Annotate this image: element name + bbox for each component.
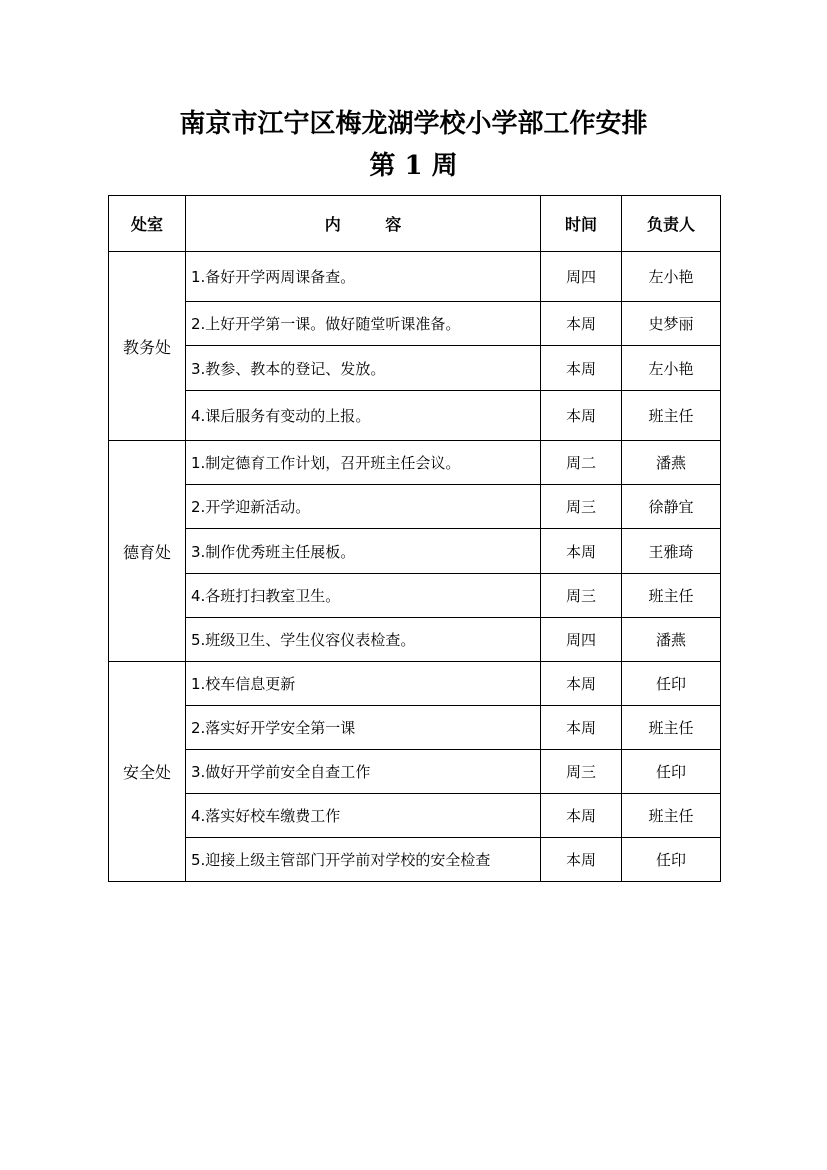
person-cell: 班主任 xyxy=(622,706,721,750)
person-cell: 任印 xyxy=(622,838,721,882)
time-cell: 本周 xyxy=(541,529,622,574)
time-cell: 本周 xyxy=(541,662,622,706)
table-row xyxy=(109,750,721,794)
person-cell: 班主任 xyxy=(622,391,721,441)
week-label: 第 1 周 xyxy=(369,151,458,181)
dept-cell-moral: 德育处 xyxy=(109,441,186,662)
content-cell: 4.各班打扫教室卫生。 xyxy=(186,574,541,618)
table-row xyxy=(109,794,721,838)
table-row xyxy=(109,441,721,485)
person-cell: 王雅琦 xyxy=(622,529,721,574)
content-cell: 1.校车信息更新 xyxy=(186,662,541,706)
table-row xyxy=(109,618,721,662)
time-cell: 周二 xyxy=(541,441,622,485)
person-cell: 班主任 xyxy=(622,794,721,838)
table-row xyxy=(109,838,721,882)
time-cell: 本周 xyxy=(541,794,622,838)
time-cell: 周四 xyxy=(541,252,622,302)
header-dept: 处室 xyxy=(109,196,186,252)
content-cell: 3.做好开学前安全自查工作 xyxy=(186,750,541,794)
time-cell: 本周 xyxy=(541,706,622,750)
person-cell: 潘燕 xyxy=(622,618,721,662)
content-cell: 2.落实好开学安全第一课 xyxy=(186,706,541,750)
person-cell: 潘燕 xyxy=(622,441,721,485)
content-cell: 1.备好开学两周课备查。 xyxy=(186,252,541,302)
time-cell: 周四 xyxy=(541,618,622,662)
table-row xyxy=(109,485,721,529)
table-row xyxy=(109,574,721,618)
person-cell: 左小艳 xyxy=(622,252,721,302)
content-cell: 2.上好开学第一课。做好随堂听课准备。 xyxy=(186,302,541,346)
time-cell: 本周 xyxy=(541,302,622,346)
content-cell: 3.教参、教本的登记、发放。 xyxy=(186,346,541,391)
time-cell: 周三 xyxy=(541,574,622,618)
content-cell: 3.制作优秀班主任展板。 xyxy=(186,529,541,574)
person-cell: 任印 xyxy=(622,662,721,706)
content-cell: 2.开学迎新活动。 xyxy=(186,485,541,529)
table-row xyxy=(109,346,721,391)
header-row xyxy=(109,196,721,252)
person-cell: 班主任 xyxy=(622,574,721,618)
table-row xyxy=(109,662,721,706)
table-row xyxy=(109,706,721,750)
person-cell: 史梦丽 xyxy=(622,302,721,346)
table-row xyxy=(109,252,721,302)
time-cell: 本周 xyxy=(541,391,622,441)
content-cell: 5.迎接上级主管部门开学前对学校的安全检查 xyxy=(186,838,541,882)
header-time: 时间 xyxy=(541,196,622,252)
time-cell: 本周 xyxy=(541,346,622,391)
table-row xyxy=(109,529,721,574)
time-cell: 周三 xyxy=(541,750,622,794)
dept-cell-safety: 安全处 xyxy=(109,662,186,882)
person-cell: 任印 xyxy=(622,750,721,794)
header-person: 负责人 xyxy=(622,196,721,252)
person-cell: 徐静宜 xyxy=(622,485,721,529)
time-cell: 周三 xyxy=(541,485,622,529)
content-cell: 1.制定德育工作计划，召开班主任会议。 xyxy=(186,441,541,485)
content-cell: 4.课后服务有变动的上报。 xyxy=(186,391,541,441)
person-cell: 左小艳 xyxy=(622,346,721,391)
table-row xyxy=(109,391,721,441)
table-row xyxy=(109,302,721,346)
schedule-table xyxy=(108,195,721,882)
header-content: 内 容 xyxy=(186,196,541,252)
content-cell: 4.落实好校车缴费工作 xyxy=(186,794,541,838)
time-cell: 本周 xyxy=(541,838,622,882)
content-cell: 5.班级卫生、学生仪容仪表检查。 xyxy=(186,618,541,662)
document-title: 南京市江宁区梅龙湖学校小学部工作安排 xyxy=(179,109,648,139)
dept-cell-academic: 教务处 xyxy=(109,252,186,441)
